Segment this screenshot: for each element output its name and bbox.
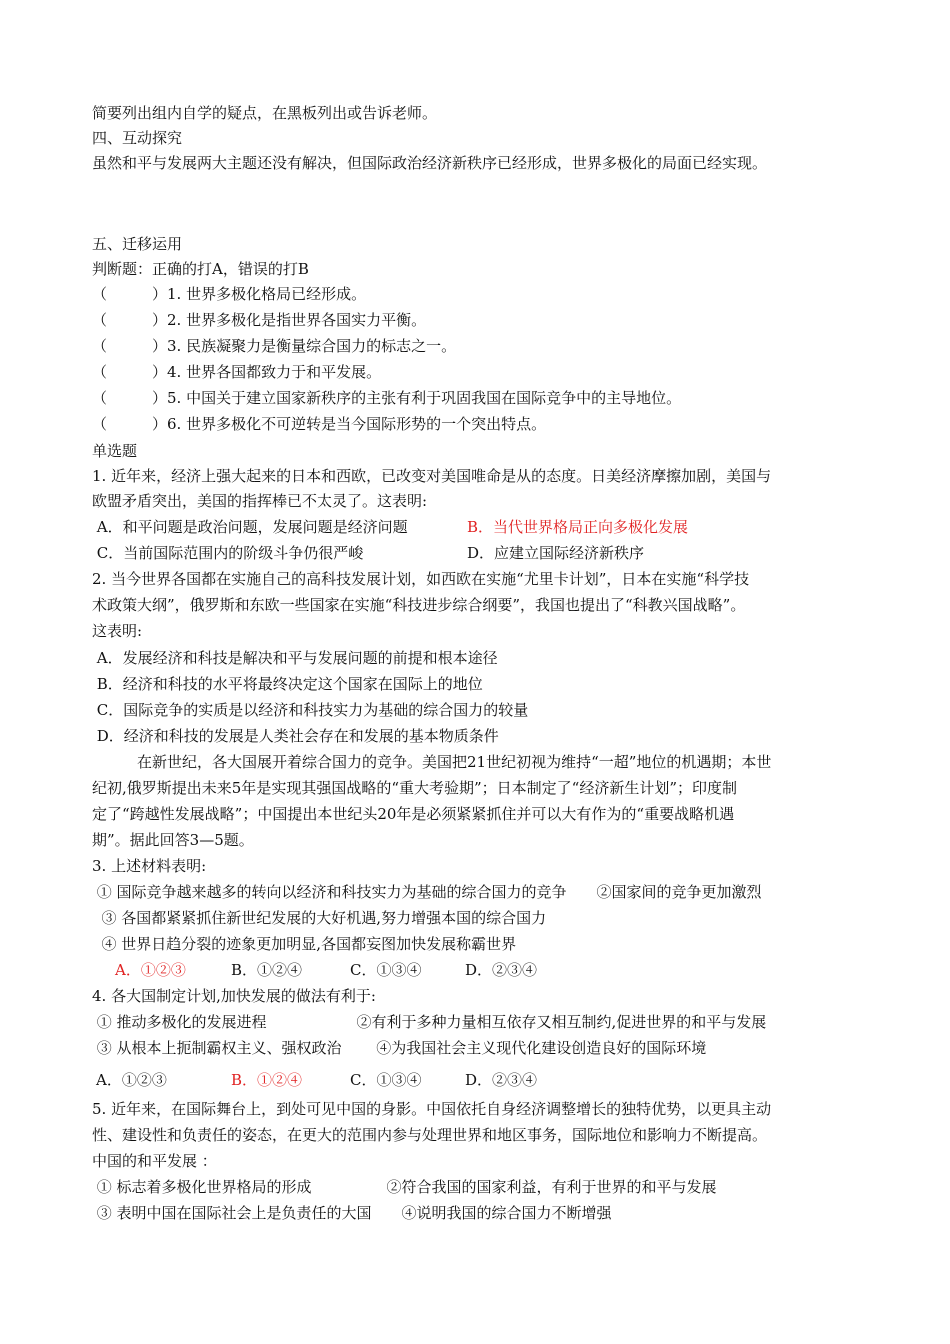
q5-statement: ① 标志着多极化世界格局的形成 ②符合我国的国家利益，有利于世界的和平与发展	[92, 1178, 717, 1196]
q4-option-c: C．①③④	[350, 1071, 422, 1089]
true-false-item: （ ）2. 世界多极化是指世界各国实力平衡。	[92, 311, 427, 329]
q4-option-a: A．①②③	[96, 1071, 167, 1089]
q4-statement: ③ 从根本上扼制霸权主义、强权政治 ④为我国社会主义现代化建设创造良好的国际环境	[92, 1039, 707, 1057]
true-false-item: （ ）3. 民族凝聚力是衡量综合国力的标志之一。	[92, 337, 457, 355]
q3-statement: ③ 各国都紧紧抓住新世纪发展的大好机遇,努力增强本国的综合国力	[92, 909, 547, 927]
question-2: 2. 当今世界各国都在实施自己的高科技发展计划，如西欧在实施“尤里卡计划”，日本在实施“科学技	[92, 570, 750, 588]
q3-statement: ④ 世界日趋分裂的迹象更加明显,各国都妄图加快发展称霸世界	[92, 935, 517, 953]
question-1: 1. 近年来，经济上强大起来的日本和西欧，已改变对美国唯命是从的态度。日美经济摩擦加剧，美国与	[92, 467, 772, 485]
text-line: 简要列出组内自学的疑点，在黑板列出或告诉老师。	[92, 104, 438, 122]
q3-option-c: C．①③④	[350, 961, 422, 979]
text-line: 虽然和平与发展两大主题还没有解决，但国际政治经济新秩序已经形成，世界多极化的局面已经实现。	[92, 154, 768, 172]
reading-material: 期”。据此回答3—5题。	[92, 831, 254, 849]
section-heading-interactive: 四、互动探究	[92, 129, 183, 147]
q5-statement: ③ 表明中国在国际社会上是负责任的大国 ④说明我国的综合国力不断增强	[92, 1204, 612, 1222]
q1-option-a: A．和平问题是政治问题，发展问题是经济问题	[92, 518, 408, 536]
section-heading-single-choice: 单选题	[92, 442, 138, 460]
q3-option-d: D．②③④	[465, 961, 538, 979]
true-false-item: （ ）4. 世界各国都致力于和平发展。	[92, 363, 382, 381]
question-3: 3. 上述材料表明:	[92, 857, 207, 875]
q2-option-d: D．经济和科技的发展是人类社会存在和发展的基本物质条件	[92, 727, 499, 745]
reading-material: 在新世纪，各大国展开着综合国力的竞争。美国把21世纪初视为维持“一超”地位的机遇期；本世	[92, 753, 772, 771]
q3-option-b: B．①②④	[231, 961, 303, 979]
true-false-item: （ ）6. 世界多极化不可逆转是当今国际形势的一个突出特点。	[92, 415, 547, 433]
q4-statement: ① 推动多极化的发展进程 ②有利于多种力量相互依存又相互制约,促进世界的和平与发展	[92, 1013, 767, 1031]
question-2: 术政策大纲”，俄罗斯和东欧一些国家在实施“科技进步综合纲要”，我国也提出了“科教兴国战略”。	[92, 596, 746, 614]
q2-option-b: B．经济和科技的水平将最终决定这个国家在国际上的地位	[92, 675, 483, 693]
true-false-instructions: 判断题：正确的打A，错误的打B	[92, 260, 309, 278]
true-false-item: （ ）5. 中国关于建立国家新秩序的主张有利于巩固我国在国际竞争中的主导地位。	[92, 389, 682, 407]
q4-option-d: D．②③④	[465, 1071, 538, 1089]
q1-option-c: C．当前国际范围内的阶级斗争仍很严峻	[92, 544, 364, 562]
question-1: 欧盟矛盾突出，美国的指挥棒已不太灵了。这表明:	[92, 492, 428, 510]
q2-option-c: C．国际竞争的实质是以经济和科技实力为基础的综合国力的较量	[92, 701, 529, 719]
q3-statement: ① 国际竞争越来越多的转向以经济和科技实力为基础的综合国力的竞争 ②国家间的竞争更加激烈	[92, 883, 762, 901]
question-4: 4. 各大国制定计划,加快发展的做法有利于:	[92, 987, 376, 1005]
q4-option-b-answer: B．①②④	[231, 1071, 303, 1089]
reading-material: 定了“跨越性发展战略”；中国提出本世纪头20年是必须紧紧抓住并可以大有作为的“重要战略机遇	[92, 805, 735, 823]
question-5: 中国的和平发展 ：	[92, 1152, 217, 1170]
q1-option-d: D．应建立国际经济新秩序	[467, 544, 645, 562]
q2-option-a: A．发展经济和科技是解决和平与发展问题的前提和根本途径	[92, 649, 498, 667]
q1-option-b-answer: B．当代世界格局正向多极化发展	[467, 518, 689, 536]
question-2: 这表明:	[92, 622, 143, 640]
reading-material: 纪初,俄罗斯提出未来5年是实现其强国战略的“重大考验期”；日本制定了“经济新生计划”；印度制	[92, 779, 737, 797]
question-5: 5. 近年来，在国际舞台上，到处可见中国的身影。中国依托自身经济调整增长的独特优势，以更具主动	[92, 1100, 772, 1118]
section-heading-transfer: 五、迁移运用	[92, 235, 183, 253]
true-false-item: （ ）1. 世界多极化格局已经形成。	[92, 285, 367, 303]
question-5: 性、建设性和负责任的姿态，在更大的范围内参与处理世界和地区事务，国际地位和影响力不断提高。	[92, 1126, 768, 1144]
q3-option-a-answer: A．①②③	[115, 961, 186, 979]
